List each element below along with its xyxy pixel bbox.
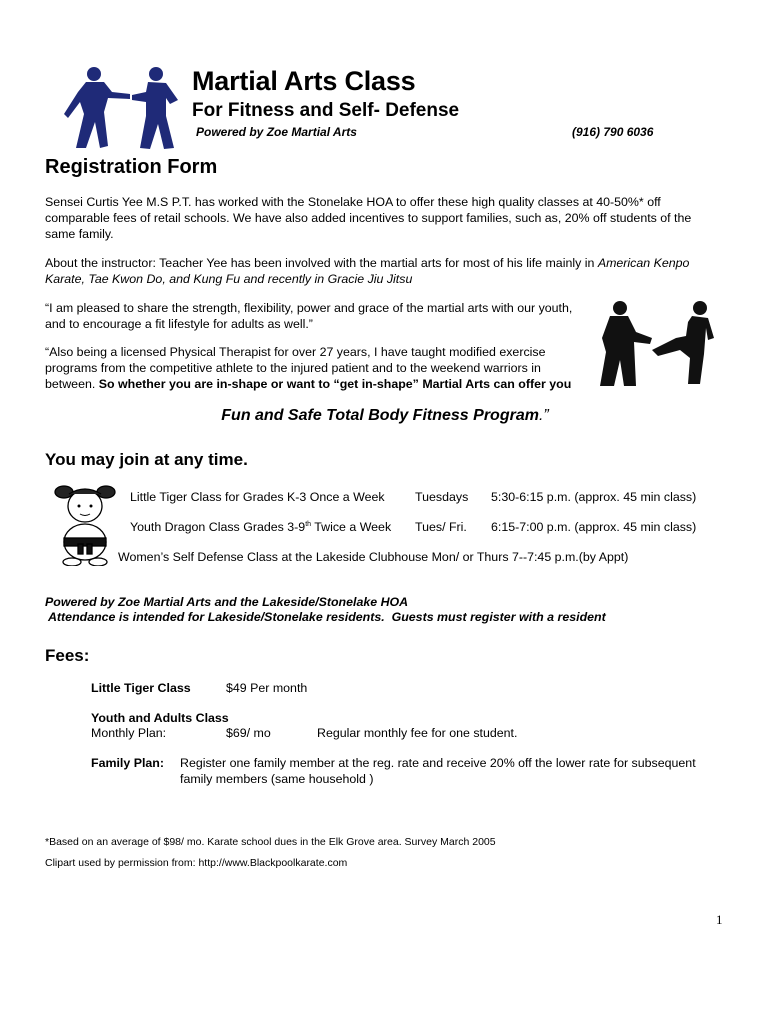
fees-heading: Fees: (45, 646, 90, 665)
phone-number: (916) 790 6036 (572, 125, 654, 139)
intro-paragraph (45, 194, 725, 242)
page-subtitle: For Fitness and Self- Defense (192, 100, 460, 121)
class-day-youth-dragon: Tues/ Fri. (415, 520, 467, 534)
class-name-little-tiger: Little Tiger Class for Grades K-3 Once a Week (130, 490, 385, 504)
fee-price-monthly: $69/ mo (226, 726, 271, 740)
fee-desc-line: Register one family member at the reg. rate and receive 20% off the lower rate for subsequent (180, 756, 696, 770)
fee-desc-line: family members (same household ) (180, 772, 374, 786)
fee-note-monthly: Regular monthly fee for one student. (317, 726, 518, 740)
about-text: About the instructor: Teacher Yee has been involved with the martial arts for most of his life mainly in (45, 256, 598, 270)
fee-desc-family (180, 755, 740, 787)
quote-one (45, 300, 605, 332)
class-name-youth-dragon (130, 519, 391, 535)
powered-by: Powered by Zoe Martial Arts (196, 125, 357, 139)
class-name-text: Twice a Week (311, 520, 392, 534)
fee-label-little-tiger: Little Tiger Class (91, 681, 191, 695)
karate-logo-icon (62, 62, 184, 152)
class-name-sup: th (305, 520, 312, 528)
about-styles: American Kenpo (597, 256, 690, 270)
page-title: Martial Arts Class (192, 66, 416, 96)
intro-line: Sensei Curtis Yee M.S P.T. has worked with the Stonelake HOA to offer these high quality classes at 40-50%* off (45, 195, 661, 209)
notice-attendance: Attendance is intended for Lakeside/Stonelake residents. Guests must register with a resident (45, 610, 606, 624)
quote-line: “Also being a licensed Physical Therapist for over 27 years, I have taught modified exercise (45, 345, 546, 359)
quote-emphasis: So whether you are in-shape or want to “get in-shape” Martial Arts can offer you (98, 377, 572, 391)
quote-line: “I am pleased to share the strength, flexibility, power and grace of the martial arts with our youth, (45, 301, 573, 315)
fee-label-youth-adults: Youth and Adults Class (91, 711, 229, 725)
quote-line: programs from the competitive athlete to the injured patient and to the weekend warriors in (45, 361, 541, 375)
notice-powered: Powered by Zoe Martial Arts and the Lakeside/Stonelake HOA (45, 595, 409, 609)
registration-heading: Registration Form (45, 156, 218, 178)
fee-price-little-tiger: $49 Per month (226, 681, 308, 695)
class-womens-self-defense: Women’s Self Defense Class at the Lakeside Clubhouse Mon/ or Thurs 7--7:45 p.m.(by Appt) (118, 550, 629, 564)
sparring-silhouette-icon (596, 298, 722, 388)
class-time-little-tiger: 5:30-6:15 p.m. (approx. 45 min class) (491, 490, 697, 504)
about-paragraph (45, 255, 725, 287)
class-name-text: Youth Dragon Class Grades 3-9 (130, 520, 306, 534)
intro-line: comparable fees of retail schools. We have also added incentives to support families, such as, 20% off students of the (45, 211, 692, 225)
about-styles-cont: Karate, Tae Kwon Do, and Kung Fu and recently in Gracie Jiu Jitsu (45, 272, 413, 286)
class-time-youth-dragon: 6:15-7:00 p.m. (approx. 45 min class) (491, 520, 697, 534)
fee-label-monthly: Monthly Plan: (91, 726, 167, 740)
program-tagline-end: .” (538, 407, 549, 424)
footnote-survey: *Based on an average of $98/ mo. Karate school dues in the Elk Grove area. Survey March 2005 (45, 836, 496, 848)
quote-line: between. (45, 377, 99, 391)
join-heading: You may join at any time. (45, 450, 248, 469)
program-tagline-text: Fun and Safe Total Body Fitness Program (221, 407, 539, 424)
quote-line: and to encourage a fit lifestyle for adults as well.” (45, 317, 313, 331)
fee-label-family: Family Plan: (91, 756, 164, 770)
quote-two (45, 344, 605, 392)
intro-line: same family. (45, 227, 114, 241)
page-number: 1 (716, 912, 723, 927)
program-tagline (0, 407, 770, 425)
karate-kid-mascot-icon (52, 482, 118, 566)
class-day-little-tiger: Tuesdays (415, 490, 469, 504)
footnote-clipart: Clipart used by permission from: http://www.Blackpoolkarate.com (45, 857, 348, 869)
